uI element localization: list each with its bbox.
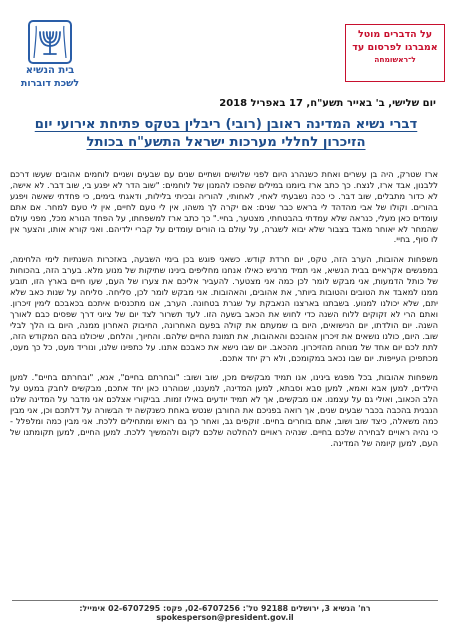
- speech-title: דברי נשיא המדינה ראובן (רובי) ריבלין בטקס פתיחת אירועי יום הזיכרון לחללי מערכות ישראל התשע"ח בכותל: [34, 117, 418, 150]
- speech-body: [10, 169, 438, 458]
- paragraph-3: משפחות אהובות, בכל מפגש בינינו, אנו תמיד מבקשים מכן, שוב ושוב: "ובחרתם בחיים", אנא, "ובחרתם בחיים". למען הילדים, למען אבא ואמא, למען סבא וסבתא, למען המדינה, למעננו, שנוהרנו כאן יחד אתכם, מבקשים לחבק במעט על הלב הכאוב, ואולי גם על עצמנו. אנו מבקשים, אך לא תמיד יודעים באילו זמות. בביקורי אצלכם אני מדבר על המדינה שלנו הנבנית בהכבה בכבר שבעים שנים, אך רואה בפניכם את החורבן שנטש באחת כשנקשה יד הבשורה על דלתכם וכן, אני מבין כמה משאלה, כיצד שוב ושוב, אתם בוחרים בחיים. זוקפים גב, ואחר כך גם רואש ומתחילים ללכת. אני מבין כמה ומלפלל - כי נהיה ראויים לבחירה שלכם בחיים. שנהיה ראויים להחלטה שלכם לקום ולהמשיך ללכת. למען החיים, למען תקומתנו של העם, למען קיומה של המדינה.: [10, 372, 438, 448]
- embargo-box: [345, 24, 445, 82]
- house-title: בית הנשיא: [25, 65, 75, 76]
- embargo-line-1: על הדברים מוטל: [357, 29, 433, 40]
- footer-divider: [12, 600, 438, 601]
- release-date: יום שלישי, ב' באייר תשע"ח, 17 באפריל 2018: [219, 98, 436, 109]
- office-header: [0, 64, 100, 90]
- office-subtitle: לשכת דוברות: [20, 78, 80, 89]
- embargo-line-2: אמברגו לפרסום עד: [352, 42, 438, 53]
- embargo-line-3: ל־ראשומחה: [374, 55, 416, 64]
- menorah-emblem-icon: [28, 20, 72, 64]
- paragraph-2: משפחות אהובות, הערב הזה, טקס, יום חרדת קודש. כשאני פוגש בכן בימי השבעה, באזכרות השנתיות לימי הלחימה, במפגשים אקראיים בבית הנשיא, אני תמיד מרגיש כאילו אנחנו מחליפים בינינו שתיקות של מנוע מלא. בערב הזה, בהכוחות של כותל הדמעות, אני מבקש לומר לכן כמה אני מצטער. להעביר אליכם את צערו של העם, שעו חיים בארץ הזו, תובע ממנו למאבד את הטובים והטובות ביותר, את אהובים, והאהובות. אני מבקש לומר לכן, סליחה. סליחה על שנות כאב שלא יתם, שלא יכולנו למנוע. בשבתנו בארצנו הנאבקת על שגרת בטחונה. הערב, אנו מתכנסים איתכם בכאבכם לימין זיכרון. ואתם הרי לא זקוקים ללוח השנה כדי לחוש את הכאב בשעה הזו. לעד תשרור לצד יום של ציוני דרך שפסים כבם לאורך השנה. יום הולדתו, יום הנישואים, היום בו שמעתם את קולה בפעם האחרונה, החיבוק האחרון ממנה, היום בו הלך לבלי שוב. היום, כולנו נושאים את זיכרון אהובכם והאהובות, את תמונת החיים שלהם. והחיוך, והלחם, שיכולנו בהם המקודש הזה, לתת לכם יום אחד של מנוחה מהזיכרון. מהכאב. יום שבו נישא את כאבכם אתנו. על כתפינו שלנו, ונוריד מעט, כל כך מעט, מכתפיכן העייפות. יום שבו נכאב במקומכם, ולא רק יחד אתכם.: [10, 254, 438, 363]
- paragraph-1: ארז שטרק, היה בן עשרים ואחת כשנהרג היום לפני שלושים ושתיים שנים עם שבעים ושניים לוחמים אהובים שעשו דרכם ללבנון, אבד ארז, לנצח. כך כתב ארז ביומנו במילים שהפכו להמנון של לוחמים: "שוב הדר לא יפגע בי, שוב דבר. לא אישה, לא כדור מתבלים, שוב דבר. כי ככה נשבעתי לאחי, לאחותי, להוריה ובכיתי בלילות, ודאגתי בימים, כי פחדתי שאשה ויפגע בהורים. וקולו של אבי מהדהד לי בראש כבר שנים: אם יקרה לך משהו, אין לי טעם לחיים, אין לי טעם למחר. אם אתם עומדים כאן מעלי, כנראה שלא עמדתי בהבטחתי, מצטער, בחיי." כך כתב ארז למשפחתו, על הפחד הנורא מכל, מפני עולם שהמחר לא יאוחר מאבד בצבור שלא יבוא לשגרה, על עולם בו הורים עומדים על קברי ילדיהם. ואני קורא אותו, והצער אין לו סוף, בחיי.: [10, 169, 438, 245]
- contact-footer: רח' הנשיא 3, ירושלים 92188 טל': 02-6707256, פקס: 02-6707295 אימייל: spokesperson@president.gov.il: [79, 604, 371, 622]
